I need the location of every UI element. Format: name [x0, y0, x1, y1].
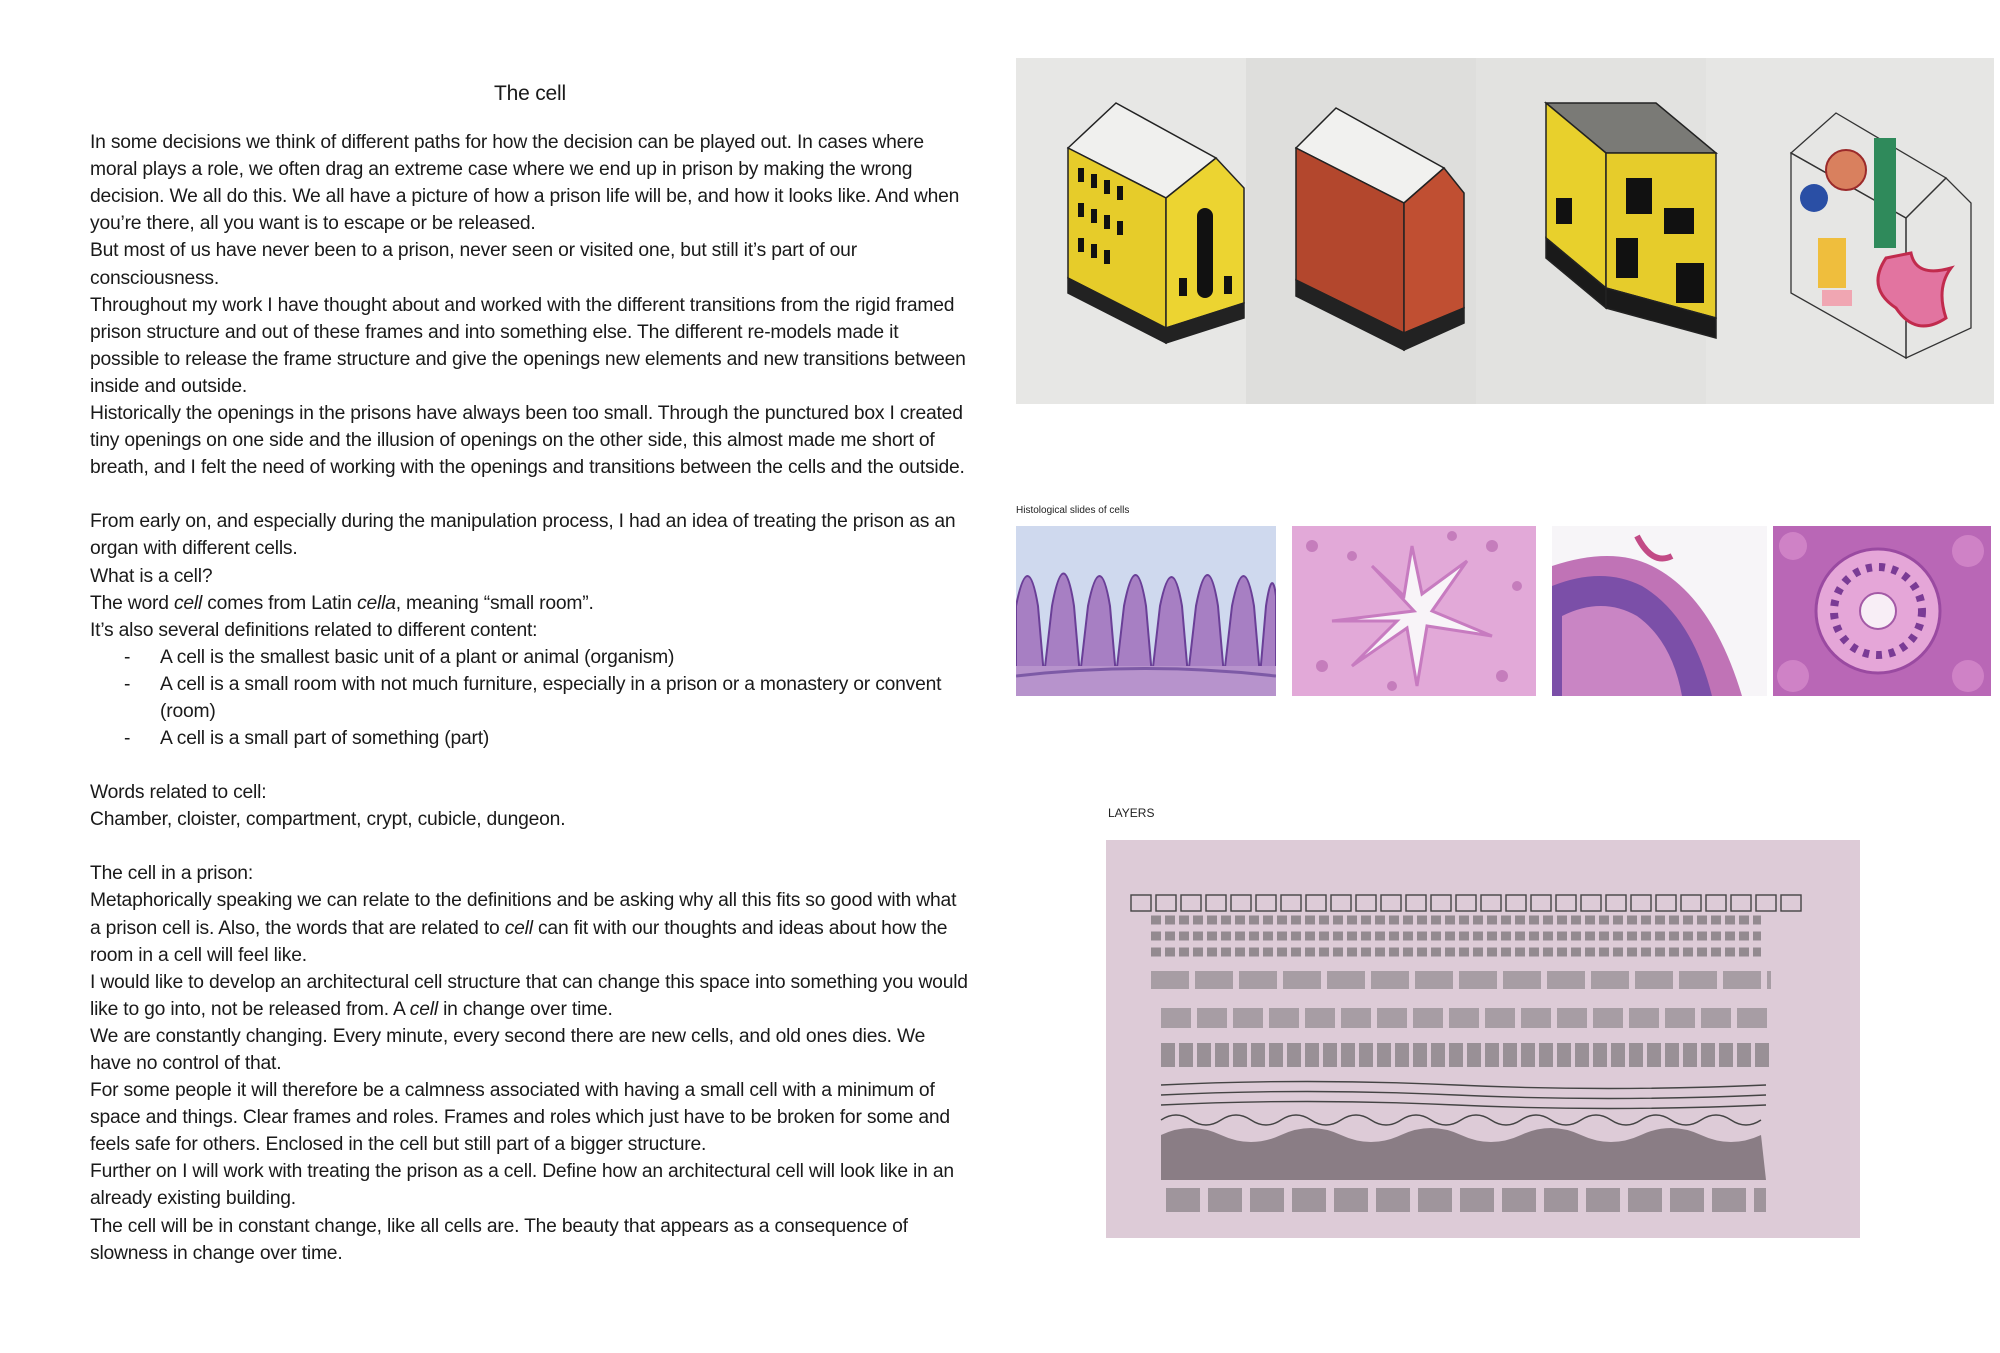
paragraph: For some people it will therefore be a calmness associated with having a small cell with a minimum of space and things. Clear frames and roles. Frames and roles which just have to be broken for some and feels safe for others. Enclosed in the cell but still part of a bigger structure. — [90, 1080, 950, 1156]
paragraph: Metaphorically speaking we can relate to the definitions and be asking why all this fits so good with what a prison cell is. Also, the words that are related to cell can fit with our thoughts and ideas about how the room in a cell will feel like. — [90, 890, 957, 966]
essay-text — [90, 80, 970, 1267]
definitions-intro: It’s also several definitions related to different content: — [90, 619, 538, 641]
paragraph: From early on, and especially during the manipulation process, I had an idea of treating the prison as an organ with different cells. — [90, 511, 956, 560]
pencil-sketch — [1106, 840, 1860, 1238]
prison-heading: The cell in a prison: — [90, 863, 253, 885]
paragraph: What is a cell? — [90, 565, 213, 587]
paragraph: But most of us have never been to a prison, never seen or visited one, but still it’s part of our consciousness. — [90, 240, 857, 289]
paragraph: Throughout my work I have thought about and worked with the different transitions from the rigid framed prison structure and out of these frames and into something else. The different re-models made it possible to release the frame structure and give the openings new elements and new transitions between inside and outside. — [90, 294, 966, 397]
layers-sketch-image — [1106, 840, 1860, 1238]
related-words: Chamber, cloister, compartment, crypt, cubicle, dungeon. — [90, 809, 566, 831]
histology-drawing — [1552, 526, 1767, 696]
paragraph: I would like to develop an architectural cell structure that can change this space into something you would like to go into, not be released from. A cell in change over time. — [90, 971, 968, 1020]
histology-slide-4 — [1773, 526, 1991, 696]
histology-drawing — [1773, 526, 1991, 696]
related-heading: Words related to cell: — [90, 782, 267, 804]
paragraph: Further on I will work with treating the prison as a cell. Define how an architectural cell will look like in an already existing building. — [90, 1161, 954, 1210]
watercolor-drawing — [1016, 58, 1994, 404]
histology-caption: Histological slides of cells — [1016, 505, 1130, 516]
histology-slide-3 — [1552, 526, 1767, 696]
definitions-list — [90, 644, 970, 752]
paragraph: In some decisions we think of different paths for how the decision can be played out. In cases where moral plays a role, we often drag an extreme case where we end up in prison by making the wrong decision. We all do this. We all have a picture of how a prison life will be, and how it looks like. And when you’re there, all you want is to escape or be released. — [90, 132, 960, 235]
page-title: The cell — [494, 82, 566, 105]
histology-drawing — [1016, 526, 1276, 696]
histology-drawing — [1292, 526, 1536, 696]
paragraph: We are constantly changing. Every minute, every second there are new cells, and old ones dies. We have no control of that. — [90, 1025, 926, 1074]
word-origin-line: The word cell comes from Latin cella, meaning “small room”. — [90, 592, 594, 614]
list-item: - A cell is the smallest basic unit of a plant or animal (organism) — [124, 644, 970, 671]
watercolor-buildings-image — [1016, 58, 1994, 404]
histology-slide-1 — [1016, 526, 1276, 696]
list-item: - A cell is a small part of something (part) — [124, 725, 970, 752]
layers-caption: LAYERS — [1108, 806, 1155, 820]
list-item: - A cell is a small room with not much furniture, especially in a prison or a monastery or convent (room) — [124, 671, 970, 725]
paragraph: The cell will be in constant change, like all cells are. The beauty that appears as a consequence of slowness in change over time. — [90, 1215, 908, 1264]
histology-slide-2 — [1292, 526, 1536, 696]
paragraph: Historically the openings in the prisons have always been too small. Through the punctured box I created tiny openings on one side and the illusion of openings on the other side, this almost made me short of breath, and I felt the need of working with the openings and transitions between the cells and the outside. — [90, 403, 965, 479]
